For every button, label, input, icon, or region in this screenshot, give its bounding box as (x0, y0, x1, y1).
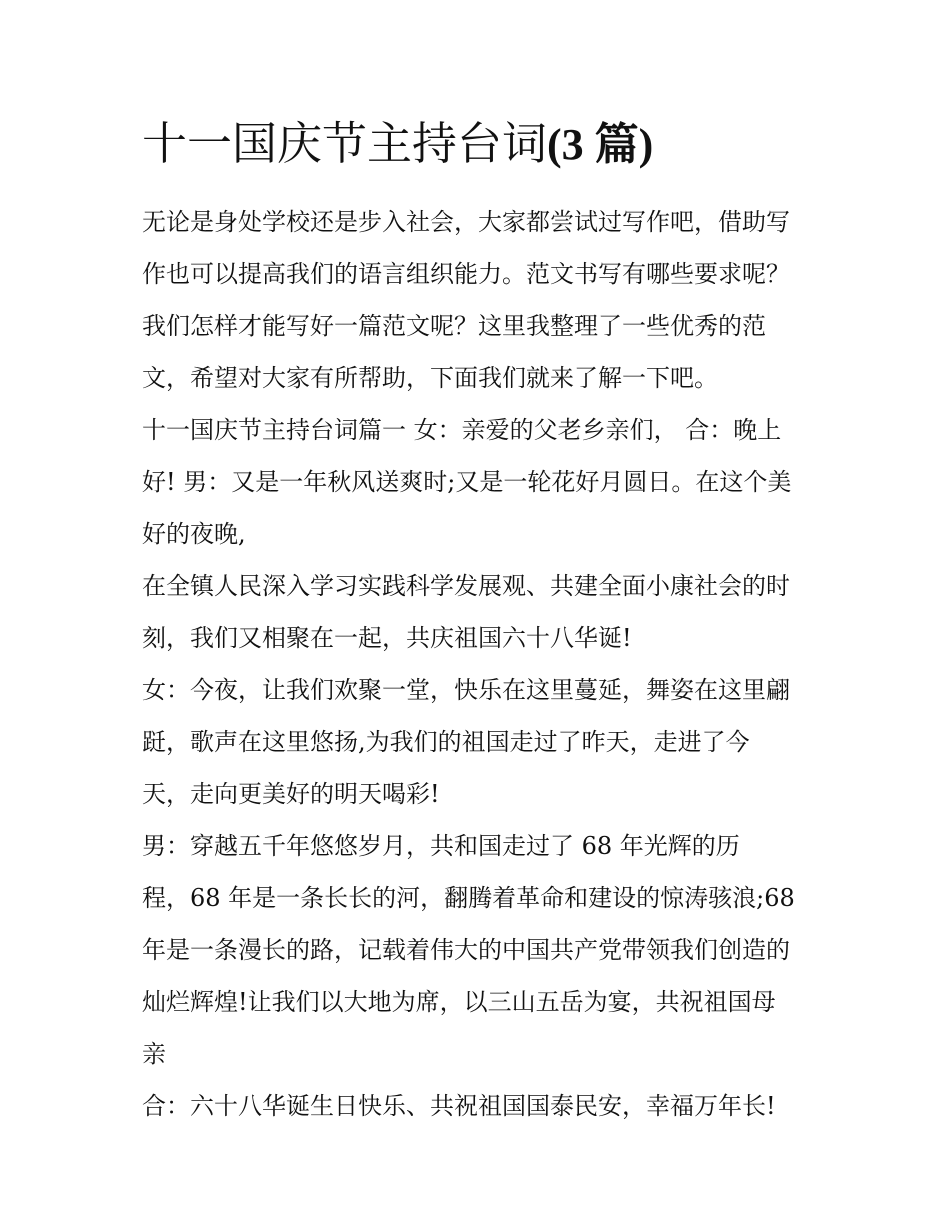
text-line: 年是一条漫长的路，记载着伟大的中国共产党带领我们创造的 (142, 936, 790, 964)
text-line: 无论是身处学校还是步入社会，大家都尝试过写作吧，借助写 (142, 208, 790, 236)
text-line: 程，68 年是一条长长的河，翻腾着革命和建设的惊涛骇浪;68 (142, 884, 795, 912)
text-line: 十一国庆节主持台词篇一 女：亲爱的父老乡亲们， 合：晚上 (142, 416, 782, 444)
text-line: 文，希望对大家有所帮助，下面我们就来了解一下吧。 (142, 364, 718, 392)
text-line: 灿烂辉煌!让我们以大地为席，以三山五岳为宴，共祝祖国母 (142, 988, 776, 1016)
text-line: 合：六十八华诞生日快乐、共祝祖国国泰民安，幸福万年长! (142, 1092, 776, 1120)
text-line: 在全镇人民深入学习实践科学发展观、共建全面小康社会的时 (142, 572, 790, 600)
text-line: 亲 (142, 1040, 166, 1068)
text-line: 男：穿越五千年悠悠岁月，共和国走过了 68 年光辉的历 (142, 832, 740, 860)
document-title (142, 112, 653, 177)
text-line: 我们怎样才能写好一篇范文呢？这里我整理了一些优秀的范 (142, 312, 766, 340)
text-line: 女：今夜，让我们欢聚一堂，快乐在这里蔓延，舞姿在这里翩 (142, 676, 790, 704)
text-line: 跹，歌声在这里悠扬,为我们的祖国走过了昨天，走进了今 (142, 728, 750, 756)
text-line: 好! 男：又是一年秋风送爽时;又是一轮花好月圆日。在这个美 (142, 468, 792, 496)
text-line: 作也可以提高我们的语言组织能力。范文书写有哪些要求呢？ (142, 260, 790, 288)
title-suffix: (3 篇) (547, 120, 654, 169)
text-line: 好的夜晚, (142, 520, 246, 548)
text-line: 天，走向更美好的明天喝彩! (142, 780, 440, 808)
document-body (142, 200, 832, 1136)
text-line: 刻，我们又相聚在一起，共庆祖国六十八华诞! (142, 624, 632, 652)
title-main: 十一国庆节主持台词 (142, 117, 548, 170)
